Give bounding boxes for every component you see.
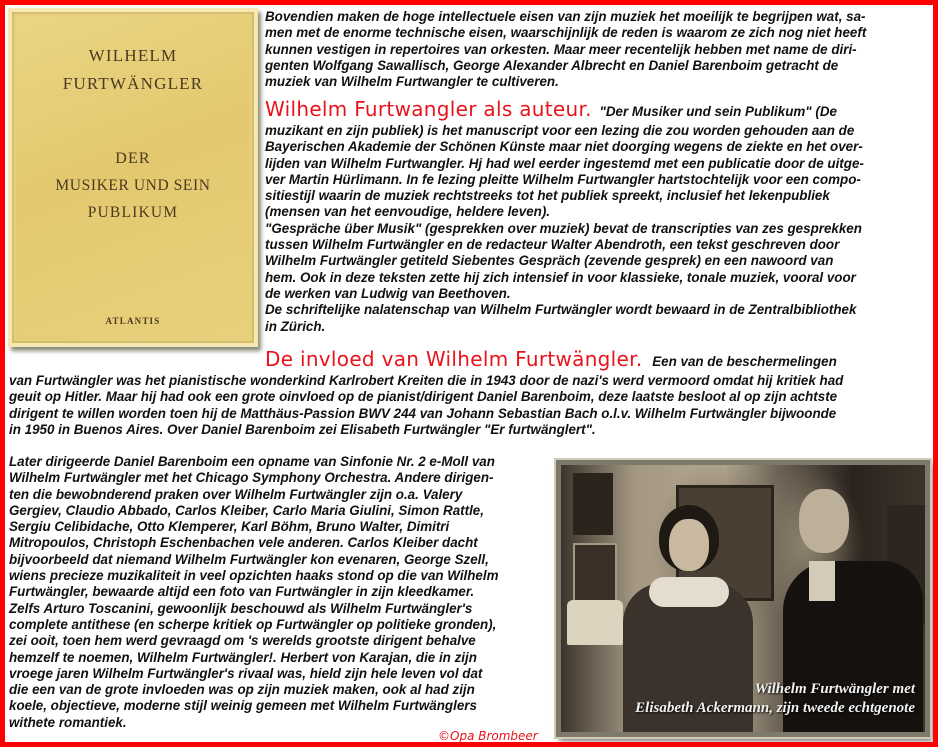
text-line: Gergiev, Claudio Abbado, Carlos Kleiber, Carlo Maria Giulini, Simon Rattle, <box>9 502 484 518</box>
text-line: ver Martin Hürlimann. In fe lezing pleitte Wilhelm Furtwangler hartstochtelijk voor een compo- <box>265 171 861 187</box>
portrait-photo <box>556 460 930 737</box>
text-line: Een van de beschermelingen <box>652 354 837 369</box>
section-heading: Wilhelm Furtwangler als auteur. <box>265 97 592 121</box>
text-line: sitiestijl waarin de muziek rechtstreeks tot het publiek spreekt, inclusief het lekenpubliek <box>265 188 830 204</box>
section-influence-narrow <box>9 454 549 731</box>
book-title-line-1: DER <box>115 150 151 167</box>
text-line: withete romantiek. <box>9 714 127 730</box>
wall-painting-left-lower <box>573 543 617 602</box>
book-cover-surface <box>16 16 250 339</box>
text-line: Bovendien maken de hoge intellectuele eisen van zijn muziek het moeilijk te begrijpen wat, sa- <box>265 9 866 24</box>
text-line: tussen Wilhelm Furtwängler en de redacteur Walter Abendroth, een tekst geschreven door <box>265 237 840 253</box>
copyright-signature: ©Opa Brombeer <box>438 729 538 743</box>
text-line: dirigent te willen worden toen hij de Matthäus-Passion BWV 244 van Johann Sebastian Bach o.l.v. Wilhelm Furtwängler bijwoonde <box>9 405 837 421</box>
text-line: die een van de grote invloeden was op zijn muziek maken, ook al had zijn <box>9 682 475 698</box>
book-publisher: ATLANTIS <box>105 316 161 326</box>
text-line: Zelfs Arturo Toscanini, gewoonlijk beschouwd als Wilhelm Furtwängler's <box>9 600 473 616</box>
woman-collar <box>649 577 729 607</box>
text-line: "Gespräche über Musik" (gesprekken over muziek) bevat de transcripties van zes gesprekken <box>265 220 862 236</box>
text-line: lijden van Wilhelm Furtwangler. Hj had wel eerder ingestemd met een publicatie door de uitge- <box>265 155 864 171</box>
caption-line: Wilhelm Furtwängler met <box>754 681 915 697</box>
text-line: muziek van Wilhelm Furtwangler te cultiveren. <box>265 74 559 90</box>
text-line: de werken van Ludwig van Beethoven. <box>265 285 511 301</box>
wall-painting-left <box>573 473 613 535</box>
text-line: Mitropoulos, Christoph Eschenbachen vele anderen. Carlos Kleiber dacht <box>9 535 478 551</box>
section-heading: De invloed van Wilhelm Furtwängler. <box>265 347 643 371</box>
caption-line: Elisabeth Ackermann, zijn tweede echtgenote <box>635 700 915 716</box>
text-line: Bayerischen Akademie der Schönen Künste maar niet doorging wegens de ziekte en het over- <box>265 139 863 155</box>
text-line: vroege jaren Wilhelm Furtwängler's rivaal was, hield zijn hele leven vol dat <box>9 665 483 681</box>
section-author-heading-line <box>265 97 937 123</box>
man-face <box>799 489 849 553</box>
book-author-first-name: WILHELM <box>88 46 178 65</box>
text-line: hemzelf te noemen, Wilhelm Furtwängler!. Herbert von Karajan, die in zijn <box>9 649 477 665</box>
text-line: koele, objectieve, moderne stijl weinig gemeen met Wilhelm Furtwänglers <box>9 698 477 714</box>
text-line: Furtwängler, bewaarde altijd een foto van Furtwängler in zijn kleedkamer. <box>9 584 475 600</box>
text-line: in Zürich. <box>265 318 326 334</box>
text-line: genten Wolfgang Sawallisch, George Alexander Albrecht en Daniel Barenboim getracht de <box>265 57 839 73</box>
book-author-last-name: FURTWÄNGLER <box>62 74 204 93</box>
text-line: Sergiu Celibidache, Otto Klemperer, Karl Böhm, Bruno Walter, Dimitri <box>9 519 450 535</box>
intro-paragraph <box>265 9 937 90</box>
text-line: zei ooit, toen hem werd gevraagd om 's werelds grootste dirigent behalve <box>9 633 476 649</box>
text-line: Later dirigeerde Daniel Barenboim een opname van Sinfonie Nr. 2 e-Moll van <box>9 454 495 469</box>
text-line: kunnen vestigen in repertoires van orkesten. Maar meer recentelijk hebben met name de diri- <box>265 41 857 57</box>
man-shirt <box>809 561 835 601</box>
text-line: Wilhelm Furtwängler met het Chicago Symphony Orchestra. Andere dirigen- <box>9 470 494 486</box>
text-line: Wilhelm Furtwängler getiteld Siebentes Gespräch (zevende gesprek) en een nawoord van <box>265 253 834 269</box>
section-influence-heading-line <box>265 347 937 371</box>
section-influence-wide <box>9 373 937 438</box>
text-line: geuit op Hitler. Maar hij had ook een grote oinvloed op de pianist/dirigent Daniel Barenboim, deze laatste besloot al op zijn achtste <box>9 389 838 405</box>
text-line: in 1950 in Buenos Aires. Over Daniel Barenboim zei Elisabeth Furtwängler "Er furtwänglert". <box>9 421 596 437</box>
section-author <box>265 97 937 335</box>
text-line: van Furtwängler was het pianistische wonderkind Karlrobert Kreiten die in 1943 door de nazi's werd vermoord omdat hij kritiek had <box>9 373 844 388</box>
lamp-shade <box>567 600 623 645</box>
text-line: (mensen van het eenvoudige, heldere leven). <box>265 204 551 220</box>
text-line: "Der Musiker und sein Publikum" (De <box>599 104 837 119</box>
text-line: wiens precieze muzikaliteit in veel opzichten haaks stond op die van Wilhelm <box>9 568 499 584</box>
text-line: De schriftelijke nalatenschap van Wilhelm Furtwängler wordt bewaard in de Zentralbibliothek <box>265 302 857 318</box>
text-line: muzikant en zijn publiek) is het manuscript voor een lezing die zou worden gehouden aan de <box>265 123 855 138</box>
text-line: men met de enorme technische eisen, waarschijnlijk de reden is waarom ze zich nog niet heeft <box>265 25 867 41</box>
book-title-line-3: PUBLIKUM <box>87 204 179 221</box>
text-line: bijvoorbeeld dat niemand Wilhelm Furtwängler kon evenaren, George Szell, <box>9 551 489 567</box>
photo-caption <box>635 680 915 718</box>
woman-face <box>669 519 709 571</box>
book-title-line-2: MUSIKER UND SEIN <box>55 177 211 194</box>
text-line: ten die bewobnderend praken over Wilhelm Furtwängler zijn o.a. Valery <box>9 486 463 502</box>
text-line: hem. Ook in deze teksten zette hij zich intensief in voor klassieke, tonale muziek, vooral voor <box>265 269 856 285</box>
text-line: complete antithese (en scherpe kritiek op Furtwängler op politieke gronden), <box>9 616 497 632</box>
book-cover-image <box>8 8 258 347</box>
